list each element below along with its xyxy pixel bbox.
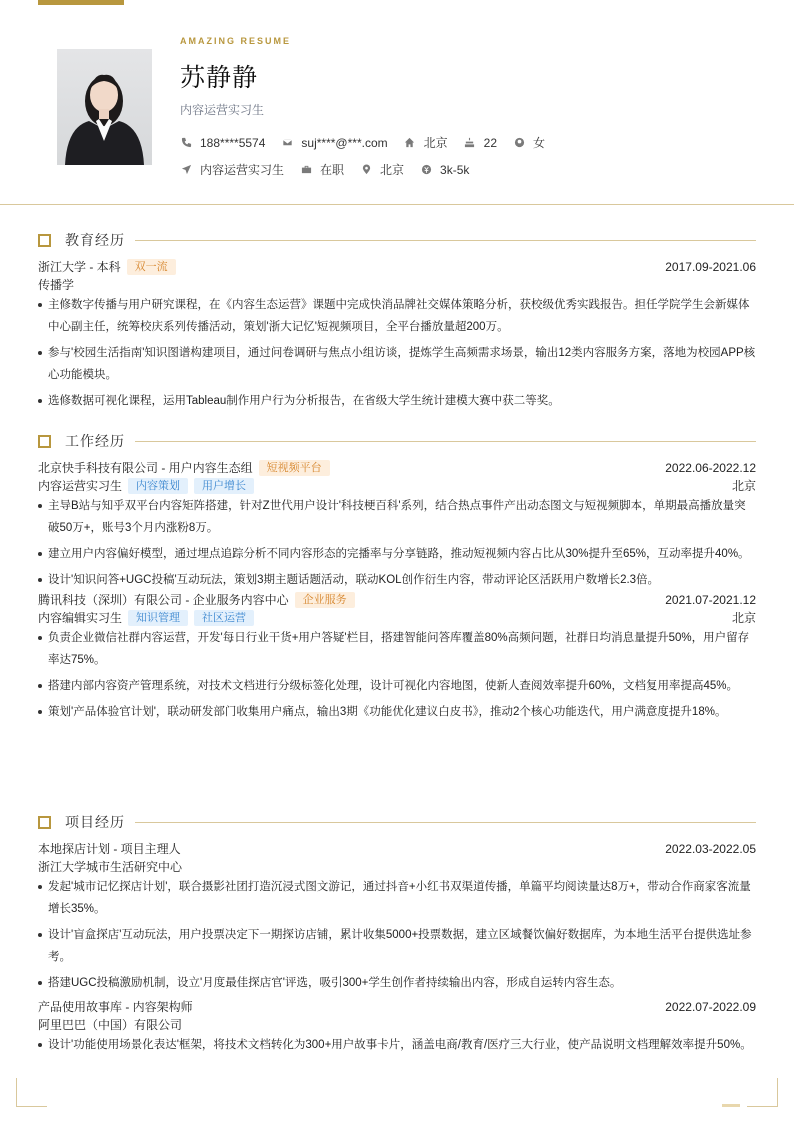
major: 传播学 [38,278,75,292]
age: 22 [483,135,497,150]
job-status-item [300,161,344,178]
gender-item [513,134,545,151]
intent-position: 内容运营实习生 [200,163,285,177]
project-name: 本地探店计划 - 项目主理人 [38,842,181,856]
job-date: 2021.07-2021.12 [665,593,756,607]
phone-icon [180,137,192,149]
candidate-name: 苏静静 [180,64,259,92]
profile-photo [57,49,152,165]
job-role: 内容运营实习生 [38,479,123,493]
section-heading [38,431,756,451]
company-tag: 企业服务 [295,592,355,608]
job-date: 2022.06-2022.12 [665,461,756,475]
home-city: 北京 [423,136,448,150]
job-title: 内容运营实习生 [180,103,265,117]
section-rule [135,822,756,823]
project-name: 产品使用故事库 - 内容架构师 [38,1000,193,1014]
top-accent-bar [38,0,124,5]
job-entry [38,591,756,723]
page-indicator [722,1104,740,1107]
square-icon [38,234,51,247]
square-icon [38,816,51,829]
section-rule [135,441,756,442]
gender-icon [513,137,525,149]
job-role: 内容编辑实习生 [38,611,123,625]
role-tag: 用户增长 [194,478,254,494]
projects-section [38,812,756,1060]
section-heading [38,812,756,832]
email-address: suj****@***.com [301,135,388,150]
section-title: 项目经历 [65,814,125,830]
role-tag: 内容策划 [128,478,188,494]
status-icon [300,164,312,176]
education-section [38,230,756,416]
salary-item [420,163,469,177]
expected-salary: 3k-5k [440,162,470,177]
list-item: 设计'知识问答+UGC投稿'互动玩法，策划3期主题话题活动，联动KOL创作衍生内容，带动评论区活跃用户数增长2.3倍。 [38,569,756,591]
list-item: 设计'功能使用场景化表达'框架，将技术文档转化为300+用户故事卡片，涵盖电商/教育/医疗三大行业，使产品说明文档理解效率提升50%。 [38,1034,756,1056]
job-city: 北京 [731,479,756,493]
intent-position-item [180,161,284,178]
project-entry [38,998,756,1056]
list-item: 搭建内部内容资产管理系统，对技术文档进行分级标签化处理，设计可视化内容地图，使新人查阅效率提升60%，文档复用率提高45%。 [38,675,756,697]
home-city-item [404,134,448,151]
list-item: 搭建UGC投稿激励机制，设立'月度最佳探店官'评选，吸引300+学生创作者持续输出内容，形成自运转内容生态。 [38,972,756,994]
project-org: 阿里巴巴（中国）有限公司 [38,1018,183,1032]
list-item: 设计'盲盒探店'互动玩法，用户投票决定下一期探访店铺，累计收集5000+投票数据，建立区域餐饮偏好数据库，为本地生活平台提供选址参考。 [38,924,756,968]
list-item: 建立用户内容偏好模型，通过埋点追踪分析不同内容形态的完播率与分享链路，推动短视频内容占比从30%提升至65%，互动率提升40%。 [38,543,756,565]
intent-city: 北京 [380,163,405,177]
gender: 女 [533,136,546,150]
company-name: 腾讯科技（深圳）有限公司 - 企业服务内容中心 [38,593,289,607]
job-entry [38,459,756,591]
project-org: 浙江大学城市生活研究中心 [38,860,183,874]
list-item: 负责企业微信社群内容运营，开发'每日行业干货+用户答疑'栏目，搭建智能问答库覆盖80%高频问题，社群日均消息量提升50%，用户留存率达75%。 [38,627,756,671]
role-tag: 社区运营 [194,610,254,626]
school-name: 浙江大学 - 本科 [38,260,121,274]
job-intent-row [180,161,485,178]
section-title: 工作经历 [65,433,125,449]
square-icon [38,435,51,448]
home-icon [404,137,416,149]
education-bullets [38,294,756,412]
project-date: 2022.03-2022.05 [665,842,756,856]
list-item: 主导B站与知乎双平台内容矩阵搭建，针对Z世代用户设计'科技梗百科'系列，结合热点事件产出动态图文与短视频脚本，单期最高播放量突破50万+，账号3个月内涨粉8万。 [38,495,756,539]
job-city: 北京 [731,611,756,625]
project-entry [38,840,756,994]
send-icon [180,164,192,176]
job-status: 在职 [320,163,345,177]
email-item [281,136,387,150]
corner-decoration-left [16,1078,47,1107]
list-item: 参与'校园生活指南'知识图谱构建项目，通过问卷调研与焦点小组访谈，提炼学生高频需求场景，输出12类内容服务方案，落地为校园APP核心功能模块。 [38,342,756,386]
intent-city-item [360,161,404,178]
salary-icon [420,164,432,176]
header-divider [0,204,794,205]
contact-info-row [180,134,561,151]
phone-number: 188****5574 [200,135,266,150]
email-icon [281,137,293,149]
brand-label: AMAZING RESUME [180,36,291,46]
role-tag: 知识管理 [128,610,188,626]
section-rule [135,240,756,241]
list-item: 选修数据可视化课程，运用Tableau制作用户行为分析报告，在省级大学生统计建模大赛中获二等奖。 [38,390,756,412]
company-name: 北京快手科技有限公司 - 用户内容生态组 [38,461,253,475]
location-pin-icon [360,164,372,176]
list-item: 主修数字传播与用户研究课程，在《内容生态运营》课题中完成快消品牌社交媒体策略分析，获校级优秀实践报告。担任学院学生会新媒体中心副主任，统筹校庆系列传播活动，策划'浙大记忆'短视频项目，全平台播放量超200万。 [38,294,756,338]
phone-item [180,136,265,150]
age-item [464,136,497,150]
corner-decoration-right [747,1078,778,1107]
company-tag: 短视频平台 [259,460,330,476]
list-item: 策划'产品体验官计划'，联动研发部门收集用户痛点，输出3期《功能优化建议白皮书》，推动2个核心功能迭代，用户满意度提升18%。 [38,701,756,723]
list-item: 发起'城市记忆探店计划'，联合摄影社团打造沉浸式图文游记，通过抖音+小红书双渠道传播，单篇平均阅读量达8万+，带动合作商家客流量增长35%。 [38,876,756,920]
education-date: 2017.09-2021.06 [665,260,756,274]
section-heading [38,230,756,250]
education-header [38,258,756,276]
cake-icon [464,137,476,149]
section-title: 教育经历 [65,232,125,248]
work-section [38,431,756,727]
project-date: 2022.07-2022.09 [665,1000,756,1014]
school-tag: 双一流 [127,259,176,275]
